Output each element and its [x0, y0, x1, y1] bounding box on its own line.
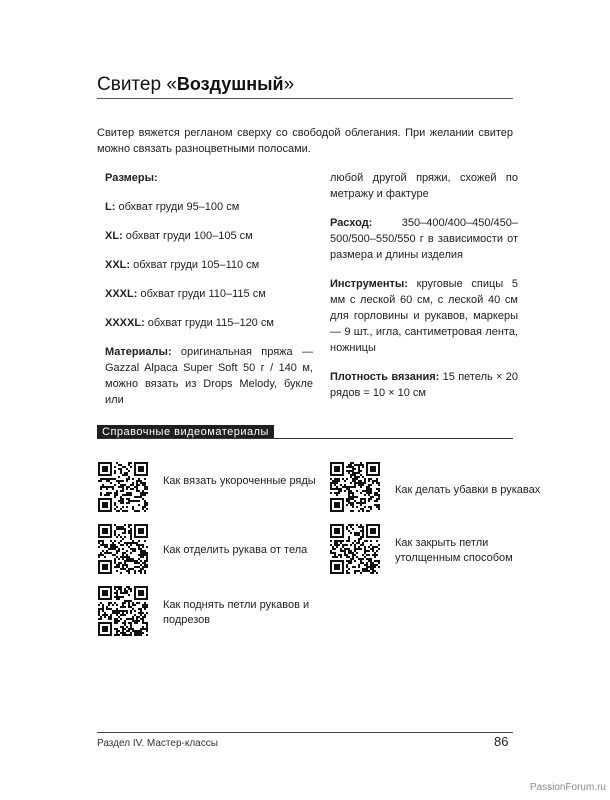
materials-text: Материалы: оригинальная пряжа — Gazzal Alpaca Super Soft 50 г / 140 м, можно вязать из Drops Melody, букле или [105, 346, 313, 406]
watermark: PassionForum.ru [529, 782, 606, 793]
sizes-heading: Размеры: [105, 172, 158, 184]
qr-code-icon[interactable] [330, 462, 380, 512]
qr-code-icon[interactable] [98, 586, 148, 636]
video-item-label: Как вязать укороченные ряды [163, 475, 316, 487]
page-number: 86 [494, 734, 509, 749]
right-column [330, 170, 518, 401]
size-item: XXXXL: обхват груди 115–120 см [105, 317, 274, 329]
video-section-divider [97, 438, 513, 439]
video-item[interactable] [98, 524, 318, 580]
intro-paragraph: Свитер вяжется регланом сверху со свободой облегания. При желании свитер можно связать разноцветными полосами. [97, 127, 513, 155]
size-item: XL: обхват груди 100–105 см [105, 230, 253, 242]
video-item-label: Как поднять петли рукавов и подрезов [163, 599, 310, 626]
qr-code-icon[interactable] [98, 524, 148, 574]
video-item[interactable] [98, 462, 318, 518]
video-item[interactable] [98, 586, 318, 642]
qr-code-icon[interactable] [330, 524, 380, 574]
density-text: Плотность вязания: 15 петель × 20 рядов = 10 × 10 см [330, 371, 518, 399]
video-item-label: Как отделить рукава от тела [163, 544, 308, 556]
size-item: XXXL: обхват груди 110–115 см [105, 288, 266, 300]
video-item[interactable] [330, 462, 550, 518]
tools-text: Инструменты: круговые спицы 5 мм с леской 60 см, с леской 40 см для горловины и рукавов, маркеры — 9 шт., игла, сантиметровая лента, ножницы [330, 278, 518, 354]
video-section-label: Справочные видеоматериалы [97, 425, 274, 439]
materials-continued: любой другой пряжи, схожей по метражу и фактуре [330, 172, 518, 200]
size-item: L: обхват груди 95–100 см [105, 201, 240, 213]
title-divider [97, 98, 513, 99]
footer-section: Раздел IV. Мастер-классы [97, 738, 218, 749]
qr-code-icon[interactable] [98, 462, 148, 512]
pattern-name: Воздушный [176, 74, 284, 94]
page-title: Свитер «Воздушный» [97, 74, 295, 95]
left-column [105, 170, 313, 408]
size-item: XXL: обхват груди 105–110 см [105, 259, 260, 271]
footer-divider [97, 732, 513, 733]
video-item-label: Как делать убавки в рукавах [395, 484, 541, 496]
consumption-text: Расход: 350–400/400–450/450–500/500–550/550 г в зависимости от размера и длины изделия [330, 217, 518, 261]
video-item[interactable] [330, 524, 550, 580]
video-item-label: Как закрыть петли утолщенным способом [395, 537, 513, 564]
